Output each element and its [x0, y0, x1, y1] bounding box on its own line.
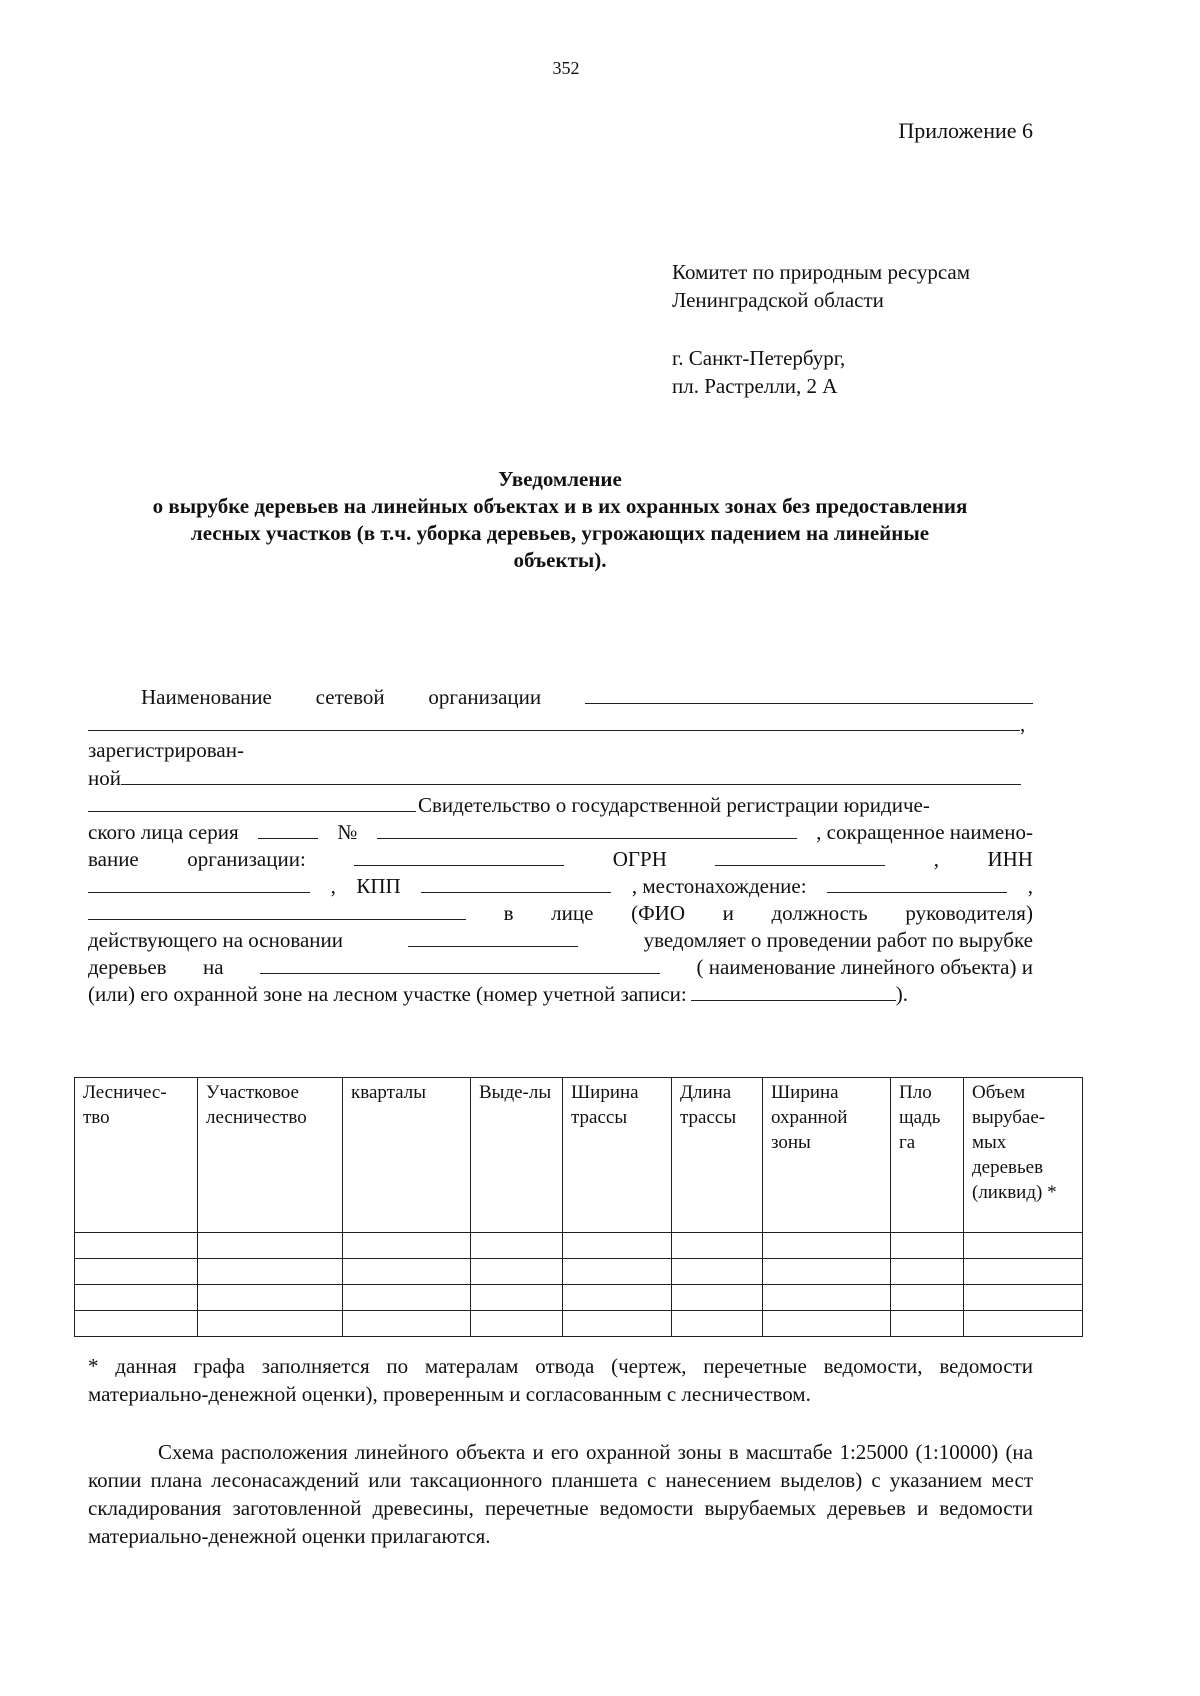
appendix-label: Приложение 6	[898, 118, 1033, 143]
address-line-2: пл. Растрелли, 2 А	[672, 374, 838, 398]
location-field[interactable]	[827, 872, 1007, 893]
address-line-1: г. Санкт-Петербург,	[672, 346, 846, 370]
form-line-1	[88, 683, 1033, 710]
basis-field[interactable]	[408, 926, 578, 947]
linear-object-field[interactable]	[260, 953, 660, 974]
table-header-row	[75, 1078, 1083, 1233]
title-line-1: Уведомление	[498, 467, 622, 491]
kpp-field[interactable]	[421, 872, 611, 893]
table-row	[75, 1285, 1083, 1311]
inn-field[interactable]	[88, 872, 310, 893]
form-comma: ,	[1027, 874, 1033, 898]
form-word: организации	[428, 685, 542, 709]
location-continuation-field[interactable]	[88, 899, 466, 920]
form-line-9	[88, 899, 1033, 926]
table-header-cell: Пло щадь га	[891, 1078, 964, 1233]
table-cell[interactable]	[471, 1285, 563, 1311]
table-header-cell: Участковое лесничество	[198, 1078, 343, 1233]
table-cell[interactable]	[763, 1233, 891, 1259]
title-line-4: объекты).	[513, 548, 607, 572]
table-row	[75, 1233, 1083, 1259]
table-cell[interactable]	[964, 1311, 1083, 1337]
table-cell[interactable]	[563, 1233, 672, 1259]
table-cell[interactable]	[75, 1285, 198, 1311]
series-field[interactable]	[258, 818, 318, 839]
table-cell[interactable]	[75, 1259, 198, 1285]
form-word: ского лица серия	[88, 820, 239, 844]
form-comma: ,	[330, 874, 336, 898]
ogrn-field[interactable]	[715, 845, 885, 866]
table-cell[interactable]	[343, 1311, 471, 1337]
table-cell[interactable]	[672, 1259, 763, 1285]
form-word: ной	[88, 766, 121, 790]
table-cell[interactable]	[563, 1285, 672, 1311]
form-word: действующего на основании	[88, 928, 344, 952]
form-word: (или) его охранной зоне на лесном участке (номер учетной записи:	[88, 982, 687, 1006]
number-field[interactable]	[377, 818, 797, 839]
form-word: лице	[551, 901, 594, 925]
form-word: ИНН	[987, 847, 1033, 871]
table-cell[interactable]	[563, 1311, 672, 1337]
form-word: (ФИО	[631, 901, 685, 925]
registration-field[interactable]	[121, 764, 1021, 785]
form-line-7	[88, 845, 1033, 872]
table-header-cell: кварталы	[343, 1078, 471, 1233]
table-cell[interactable]	[198, 1233, 343, 1259]
document-title	[80, 466, 1040, 574]
table-cell[interactable]	[198, 1259, 343, 1285]
table-header-cell: Ширина трассы	[563, 1078, 672, 1233]
recipient-line-2: Ленинградской области	[672, 288, 884, 312]
title-line-2: о вырубке деревьев на линейных объектах и в их охранных зонах без предоставления	[152, 494, 968, 518]
form-word: КПП	[356, 874, 401, 898]
table-header-cell: Выде-лы	[471, 1078, 563, 1233]
form-word: ОГРН	[612, 847, 667, 871]
table-cell[interactable]	[563, 1259, 672, 1285]
table-cell[interactable]	[672, 1233, 763, 1259]
form-word: ).	[895, 982, 908, 1006]
table-cell[interactable]	[471, 1233, 563, 1259]
form-word: деревьев	[88, 955, 167, 979]
notification-form	[88, 683, 1033, 1007]
table-cell[interactable]	[891, 1259, 964, 1285]
recipient-line-1: Комитет по природным ресурсам	[672, 260, 971, 284]
table-cell[interactable]	[672, 1285, 763, 1311]
table-cell[interactable]	[75, 1311, 198, 1337]
table-row	[75, 1259, 1083, 1285]
attachment-paragraph: Схема расположения линейного объекта и его охранной зоны в масштабе 1:25000 (1:10000) (на копии плана лесонасаждений или таксационного планшета с нанесением выделов) с указанием мест складирования заготовленной древесины, перечетные ведомости вырубаемых деревьев и ведомости материально-денежной оценки прилагаются.	[88, 1440, 1033, 1548]
table-cell[interactable]	[891, 1233, 964, 1259]
form-word: и	[722, 901, 734, 925]
table-cell[interactable]	[763, 1259, 891, 1285]
table-cell[interactable]	[471, 1259, 563, 1285]
short-name-field[interactable]	[354, 845, 564, 866]
form-word: зарегистрирован-	[88, 738, 244, 762]
table-footnote: * данная графа заполняется по матералам отвода (чертеж, перечетные ведомости, ведомости материально-денежной оценки), проверенным и согласованным с лесничеством.	[88, 1354, 1033, 1406]
table-cell[interactable]	[198, 1285, 343, 1311]
form-word: на	[203, 955, 224, 979]
recipient-block	[672, 258, 1092, 314]
org-name-field[interactable]	[585, 683, 1033, 704]
form-word: организации:	[187, 847, 306, 871]
form-word: , местонахождение:	[631, 874, 807, 898]
table-cell[interactable]	[343, 1285, 471, 1311]
form-word: вание	[88, 847, 139, 871]
table-cell[interactable]	[964, 1285, 1083, 1311]
form-word: сетевой	[315, 685, 385, 709]
form-line-8	[88, 872, 1033, 899]
form-line-11	[88, 953, 1033, 980]
form-line-5	[88, 791, 1033, 818]
title-line-3: лесных участков (в т.ч. уборка деревьев, угрожающих падением на линейные	[190, 521, 930, 545]
form-line-4	[88, 764, 1033, 791]
form-line-2	[88, 710, 1033, 737]
form-word: ( наименование линейного объекта) и	[696, 955, 1033, 979]
form-word: уведомляет о проведении работ по вырубке	[643, 928, 1033, 952]
form-comma: ,	[933, 847, 940, 871]
org-name-continuation-field[interactable]	[88, 710, 1020, 731]
form-line-6	[88, 818, 1033, 845]
form-word: в	[503, 901, 514, 925]
form-word: должность	[771, 901, 868, 925]
form-line-10	[88, 926, 1033, 953]
table-cell[interactable]	[891, 1311, 964, 1337]
table-cell[interactable]	[471, 1311, 563, 1337]
table-header-cell: Объем вырубае-мых деревьев (ликвид) *	[964, 1078, 1083, 1233]
table-cell[interactable]	[75, 1233, 198, 1259]
table-row	[75, 1311, 1083, 1337]
form-line-12	[88, 980, 1033, 1007]
certificate-text: Свидетельство о государственной регистрации юридиче-	[418, 793, 930, 817]
table-header-cell: Ширина охранной зоны	[763, 1078, 891, 1233]
form-word: №	[337, 820, 358, 844]
table-cell[interactable]	[891, 1285, 964, 1311]
form-word: руководителя)	[905, 901, 1033, 925]
form-word: , сокращенное наимено-	[816, 820, 1033, 844]
address-block	[672, 344, 1092, 400]
table-header-cell: Лесничес-тво	[75, 1078, 198, 1233]
form-line-3	[88, 737, 1033, 764]
registration-continuation-field[interactable]	[88, 791, 416, 812]
page-number: 352	[552, 58, 580, 78]
form-word: Наименование	[141, 685, 272, 709]
table-header-cell: Длина трассы	[672, 1078, 763, 1233]
table-cell[interactable]	[763, 1285, 891, 1311]
table-cell[interactable]	[343, 1259, 471, 1285]
form-comma: ,	[1020, 712, 1026, 736]
table-cell[interactable]	[343, 1233, 471, 1259]
table-cell[interactable]	[198, 1311, 343, 1337]
table-cell[interactable]	[964, 1259, 1083, 1285]
table-cell[interactable]	[763, 1311, 891, 1337]
account-number-field[interactable]	[691, 980, 896, 1001]
table-cell[interactable]	[964, 1233, 1083, 1259]
felling-table	[74, 1077, 1083, 1337]
table-cell[interactable]	[672, 1311, 763, 1337]
